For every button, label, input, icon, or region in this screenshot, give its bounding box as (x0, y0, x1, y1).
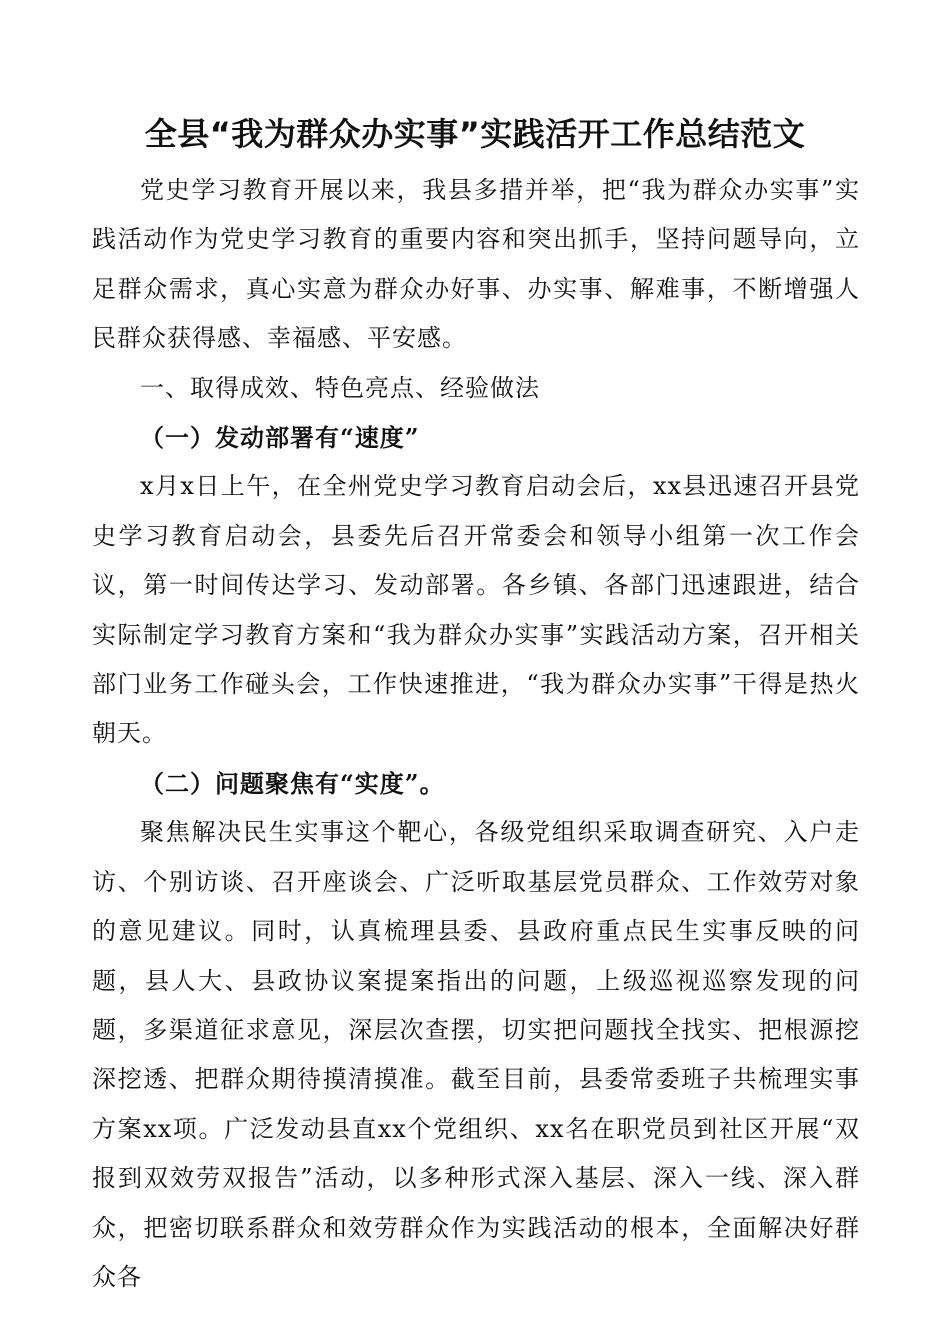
paragraph-problem-focus: 聚焦解决民生实事这个靶心，各级党组织采取调查研究、入户走访、个别访谈、召开座谈会、广泛听取基层党员群众、工作效劳对象的意见建议。同时，认真梳理县委、县政府重点民生实事反映的问题，县人大、县政协议案提案指出的问题，上级巡视巡察发现的问题，多渠道征求意见，深层次查摆，切实把问题找全找实、把根源挖深挖透、把群众期待摸清摸准。截至目前，县委常委班子共梳理实事方案xx项。广泛发动县直xx个党组织、xx名在职党员到社区开展“双报到双效劳双报告”活动，以多种形式深入基层、深入一线、深入群众，把密切联系群众和效劳群众作为实践活动的根本，全面解决好群众各 (92, 818, 860, 1291)
subsection-heading-2: （二）问题聚焦有“实度”。 (140, 768, 445, 798)
paragraph-intro: 党史学习教育开展以来，我县多措并举，把“我为群众办实事”实践活动作为党史学习教育的重要内容和突出抓手，坚持问题导向，立足群众需求，真心实意为群众办好事、办实事、解难事，不断增强人民群众获得感、幸福感、平安感。 (92, 176, 860, 353)
document-body (92, 166, 860, 1302)
paragraph-deployment: x月x日上午，在全州党史学习教育启动会后，xx县迅速召开县党史学习教育启动会，县委先后召开常委会和领导小组第一次工作会议，第一时间传达学习、发动部署。各乡镇、各部门迅速跟进，结合实际制定学习教育方案和“我为群众办实事”实践活动方案，召开相关部门业务工作碰头会，工作快速推进，“我为群众办实事”干得是热火朝天。 (92, 472, 860, 748)
section-heading-1: 一、取得成效、特色亮点、经验做法 (140, 373, 540, 402)
subsection-heading-1: （一）发动部署有“速度” (140, 423, 420, 453)
document-title: 全县“我为群众办实事”实践活开工作总结范文 (144, 115, 806, 153)
